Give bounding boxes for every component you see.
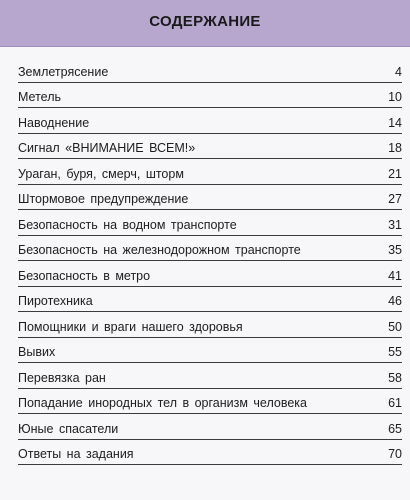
toc-entry-page: 50 (388, 319, 402, 334)
toc-entry-water-transport (18, 210, 402, 236)
toc-entry-railway-transport (18, 236, 402, 262)
toc-entry-title: Землетрясение (18, 64, 109, 79)
toc-entry-title: Сигнал «ВНИМАНИЕ ВСЕМ!» (18, 141, 196, 155)
toc-entry-title: Помощники и враги нашего здоровья (18, 319, 243, 334)
toc-entry-page: 35 (388, 243, 402, 257)
toc-entry-title: Метель (18, 90, 62, 104)
toc-entry-foreign-bodies (18, 389, 402, 415)
toc-entry-title: Безопасность на водном транспорте (18, 217, 237, 232)
toc-entry-title: Попадание инородных тел в организм человека (18, 396, 307, 410)
toc-entry-page: 10 (388, 90, 402, 104)
toc-entry-title: Пиротехника (18, 294, 93, 308)
toc-entry-pyrotechnics (18, 287, 402, 313)
toc-entry-page: 70 (388, 447, 402, 461)
toc-entry-page: 65 (388, 421, 402, 436)
toc-entry-page: 61 (388, 396, 402, 410)
toc-entry-page: 46 (388, 294, 402, 308)
toc-entry-title: Ураган, буря, смерч, шторм (18, 166, 184, 181)
toc-entry-metro (18, 261, 402, 287)
toc-entry-title: Перевязка ран (18, 370, 106, 385)
toc-entry-title: Ответы на задания (18, 447, 134, 461)
toc-entry-page: 58 (388, 370, 402, 385)
toc-entry-storm-warning (18, 185, 402, 211)
header-band (0, 0, 410, 47)
toc-entry-page: 18 (388, 141, 402, 155)
toc-entry-dislocation (18, 338, 402, 364)
toc-entry-earthquake (18, 57, 402, 83)
toc-entry-attention-signal (18, 134, 402, 160)
toc-entry-page: 14 (388, 115, 402, 130)
toc-entry-blizzard (18, 83, 402, 109)
toc-entry-page: 21 (388, 166, 402, 181)
toc-entry-young-rescuers (18, 414, 402, 440)
toc-entry-page: 41 (388, 268, 402, 283)
toc-entry-hurricane (18, 159, 402, 185)
toc-entry-bandaging (18, 363, 402, 389)
toc-entry-page: 55 (388, 345, 402, 359)
toc-entry-answers (18, 440, 402, 466)
toc-entry-page: 27 (388, 192, 402, 206)
toc-entry-title: Безопасность на железнодорожном транспорте (18, 243, 301, 257)
toc-entry-title: Безопасность в метро (18, 268, 151, 283)
toc-entry-title: Вывих (18, 345, 56, 359)
toc-entry-page: 31 (388, 217, 402, 232)
page-title: СОДЕРЖАНИЕ (149, 13, 261, 30)
table-of-contents (18, 57, 402, 465)
toc-entry-title: Юные спасатели (18, 421, 119, 436)
toc-entry-page: 4 (395, 64, 402, 79)
toc-entry-health (18, 312, 402, 338)
toc-entry-title: Наводнение (18, 115, 90, 130)
toc-entry-title: Штормовое предупреждение (18, 192, 189, 206)
toc-entry-flood (18, 108, 402, 134)
